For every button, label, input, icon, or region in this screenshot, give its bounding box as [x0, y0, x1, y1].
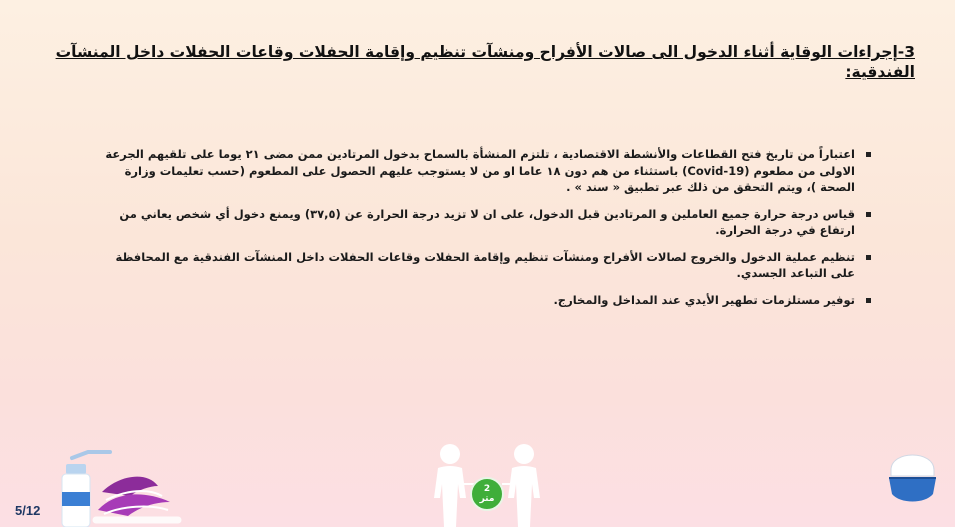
bullet-item-sanitizer: توفير مستلزمات تطهير الأيدي عند المداخل والمخارج. — [98, 292, 873, 309]
page-number: 5/12 — [15, 503, 41, 518]
hand-sanitizer-icon — [58, 440, 183, 527]
bullet-item-temperature: قياس درجة حرارة جميع العاملين و المرتادين قبل الدخول، على ان لا تزيد درجة الحرارة عن (٣٧,٥) ويمنع دخول أي شخص يعاني من ارتفاع في درجة الحرارة. — [98, 206, 873, 239]
face-mask-icon — [885, 440, 940, 510]
bullet-item-vaccination: اعتباراً من تاريخ فتح القطاعات والأنشطة الاقتصادية ، تلتزم المنشأة بالسماح بدخول المرتادين ممن مضى ٢١ يوما على تلقيهم الجرعة الاولى من مطعوم (Covid-19) باستثناء من هم دون ١٨ عاما او من لا يستوجب عليهم الحصول على المطعوم (حسب تعليمات وزارة الصحة )، ويتم التحقق من ذلك عبر تطبيق « سند » . — [98, 146, 873, 196]
bullet-list — [98, 146, 873, 318]
distance-unit: متر — [479, 494, 495, 504]
distance-badge — [470, 477, 504, 511]
bullet-item-entry-exit: تنظيم عملية الدخول والخروج لصالات الأفراح ومنشآت تنظيم وإقامة الحفلات وقاعات الحفلات داخل المنشآت الفندقية مع المحافظة على التباعد الجسدي. — [98, 249, 873, 282]
distance-value: 2 — [483, 484, 491, 494]
slide-title: 3-إجراءات الوقاية أثناء الدخول الى صالات الأفراح ومنشآت تنظيم وإقامة الحفلات وقاعات الحفلات داخل المنشآت الفندقية: — [55, 43, 915, 81]
